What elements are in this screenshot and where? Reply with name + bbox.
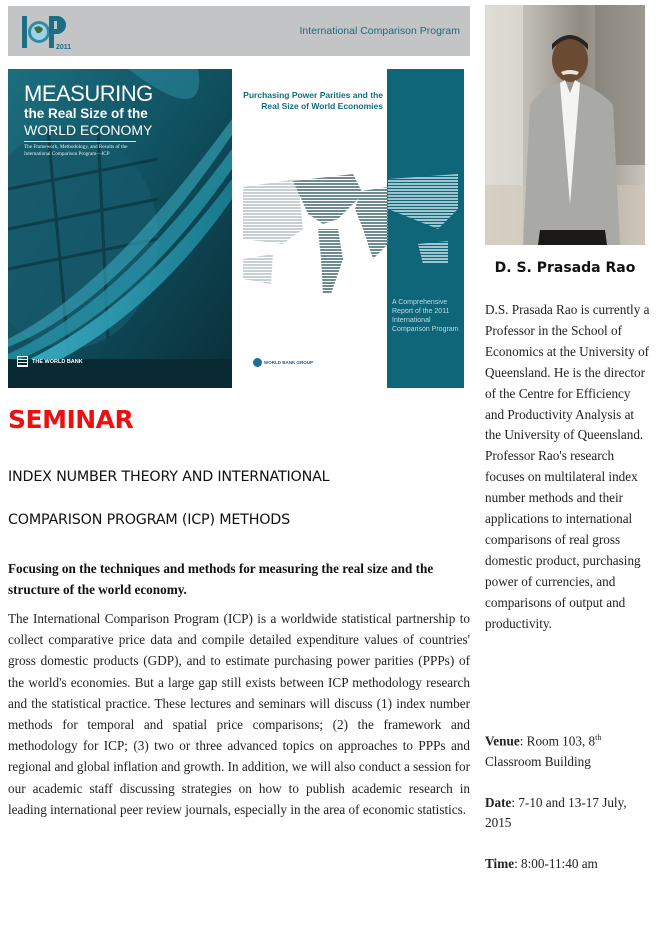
seminar-heading-line1: INDEX NUMBER THEORY AND INTERNATIONAL xyxy=(8,469,330,485)
cover2-publisher: WORLD BANK GROUP xyxy=(264,360,313,365)
date-label: Date xyxy=(485,794,512,810)
venue-label: Venue xyxy=(485,733,520,749)
cover1-title-line3: WORLD ECONOMY xyxy=(24,122,153,138)
speaker-name: D. S. Prasada Rao xyxy=(494,260,636,276)
speaker-bio: D.S. Prasada Rao is currently a Professor in the School of Economics at the University of Queensland. He is the director of the Centre for Efficiency and Productivity Analysis at the University of Queensland. Professor Rao's research focuses on multilateral index number methods and their applications to international comparisons of real gross domestic product, purchasing power of currencies, and comparisons of output and productivity. xyxy=(485,302,650,631)
cover1-publisher: THE WORLD BANK xyxy=(32,358,83,365)
cover1-divider xyxy=(24,141,136,142)
cover1-title-line1: MEASURING xyxy=(24,81,153,106)
venue-info xyxy=(485,728,655,772)
venue-superscript: th xyxy=(595,733,602,742)
cover2-title: Purchasing Power Parities and the Real Size of World Economies xyxy=(243,90,383,111)
date-value: : 7-10 and 13-17 July, 2015 xyxy=(485,794,627,831)
book-cover-measuring xyxy=(8,69,232,388)
venue-building: Classroom Building xyxy=(485,753,591,769)
icp-logo xyxy=(20,12,76,52)
seminar-heading-line2: COMPARISON PROGRAM (ICP) METHODS xyxy=(8,512,290,528)
icp-banner xyxy=(8,6,470,56)
seminar-description: The International Comparison Program (ICP) is a worldwide statistical partnership to collect comparative price data and compile detailed expenditure values of countries' gross domestic products (GDP), and to estimate purchasing power parities (PPPs) of the world's economies. But a large gap still exists between ICP methodology research and the statistical practice. These lectures and seminars will discuss (1) index number methods for temporal and spatial price comparisons; (2) the framework and methodology for ICP; (3) two or three advanced topics on approaches to PPPs and regional and global inflation and growth. In addition, we will also conduct a session for our academic staff discussing strategies on how to publish academic research in leading international peer review journals, especially in the area of economic statistics. xyxy=(8,611,470,817)
time-label: Time xyxy=(485,856,515,872)
speaker-portrait xyxy=(485,5,645,245)
world-bank-group-globe-icon xyxy=(253,358,262,367)
logo-year: 2011 xyxy=(56,44,72,51)
venue-value: : Room 103, 8 xyxy=(519,733,596,749)
time-value: : 8:00-11:40 am xyxy=(514,856,598,872)
time-info xyxy=(485,854,655,875)
cover1-subtitle: The Framework, Methodology, and Results of the International Comparison Program—ICP xyxy=(24,144,128,157)
world-bank-globe-icon xyxy=(17,356,28,367)
world-map-graphic xyxy=(243,69,464,388)
event-details xyxy=(485,728,655,895)
banner-title: International Comparison Program xyxy=(299,25,460,37)
speaker-photo xyxy=(485,5,645,245)
date-info xyxy=(485,793,655,834)
seminar-tagline: Focusing on the techniques and methods for measuring the real size and the structure of the world economy. xyxy=(8,561,434,597)
world-bank-group-logo xyxy=(253,358,313,367)
seminar-label: SEMINAR xyxy=(8,405,134,434)
book-cover-ppp xyxy=(243,69,464,388)
cover2-subtitle: A Comprehensive Report of the 2011 International Comparison Program xyxy=(392,299,459,333)
world-bank-logo xyxy=(17,356,83,367)
cover1-title-line2: the Real Size of the xyxy=(24,106,148,121)
